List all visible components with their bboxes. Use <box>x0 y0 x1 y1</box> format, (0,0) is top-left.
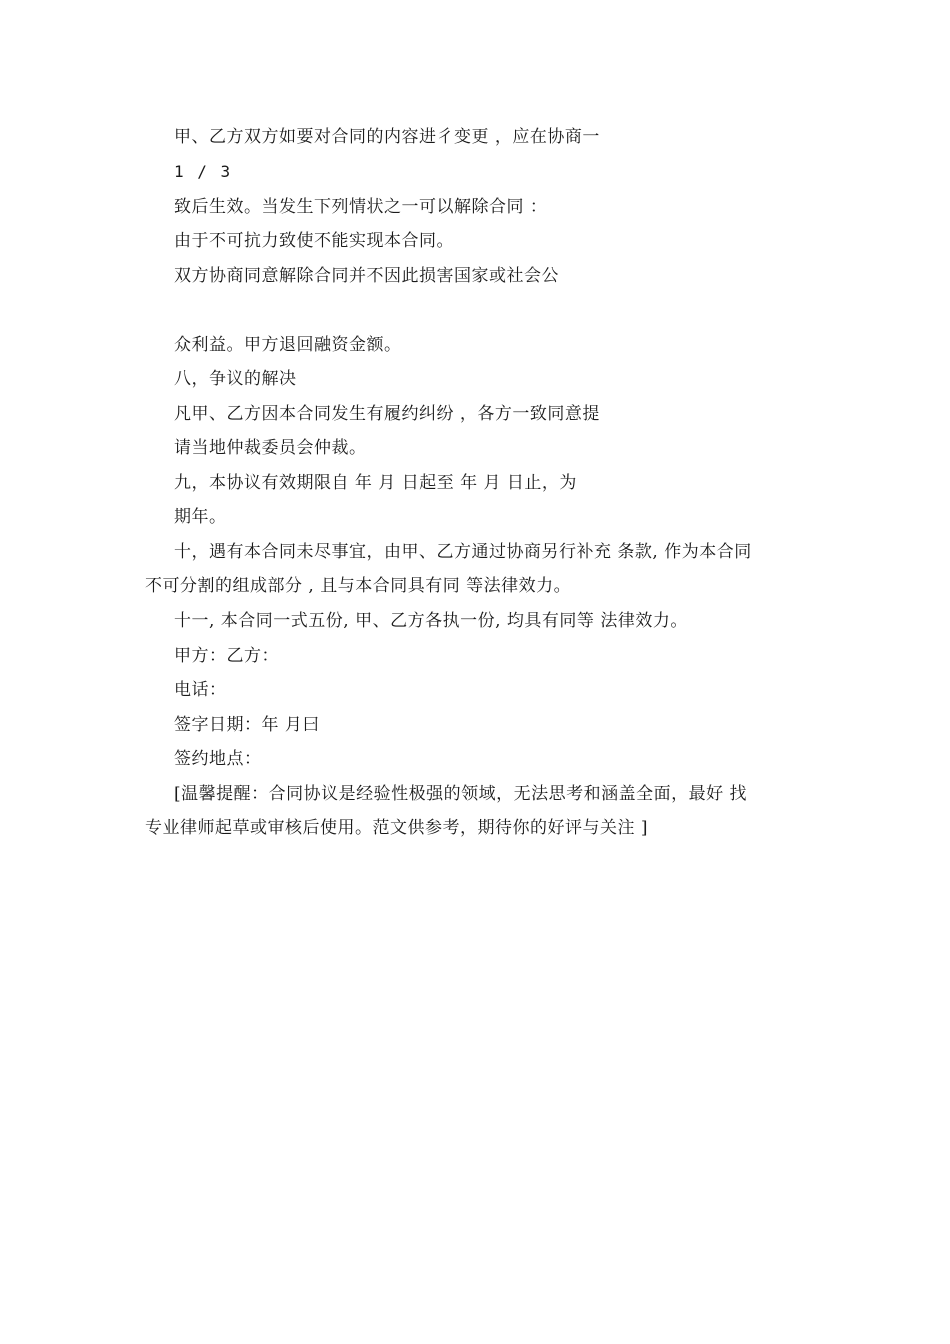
signature-phone-line: 电话： <box>174 680 227 700</box>
paragraph-line: 由于不可抗力致使不能实现本合同。 <box>174 231 454 251</box>
paragraph-line: 期年。 <box>174 507 227 527</box>
paragraph-line: 双方协商同意解除合同并不因此损害国家或社会公 <box>174 266 559 286</box>
page-number: 1 / 3 <box>174 162 233 181</box>
signature-date-line: 签字日期：年 月曰 <box>174 715 320 735</box>
paragraph-line: 请当地仲裁委员会仲裁。 <box>174 438 367 458</box>
reminder-note: [温馨提醒：合同协议是经验性极强的领域，无法思考和涵盖全面，最好 找 <box>174 784 748 804</box>
paragraph-line: 凡甲、乙方因本合同发生有履约纠纷 ，各方一致同意提 <box>174 404 600 424</box>
signature-party-line: 甲方：乙方： <box>174 646 279 666</box>
paragraph-line: 甲、乙方双方如要对合同的内容进彳变更 ，应在协商一 <box>174 127 600 147</box>
paragraph-line: 致后生效。当发生下列情状之一可以解除合同 ： <box>174 197 548 217</box>
paragraph-line: 众利益。甲方退回融资金额。 <box>174 335 402 355</box>
paragraph-line: 十，遇有本合同未尽事宜，由甲、乙方通过协商另行补充 条款, 作为本合同 <box>174 542 752 562</box>
reminder-note: 专业律师起草或审核后使用。范文供参考，期待你的好评与关注 ] <box>145 818 649 838</box>
paragraph-line: 九，本协议有效期限自 年 月 日起至 年 月 日止，为 <box>174 473 577 493</box>
section-heading: 八，争议的解决 <box>174 369 297 389</box>
paragraph-line: 十一, 本合同一式五份, 甲、乙方各执一份, 均具有同等 法律效力。 <box>174 611 688 631</box>
paragraph-line: 不可分割的组成部分 , 且与本合同具有同 等法律效力。 <box>145 576 572 596</box>
signature-place-line: 签约地点： <box>174 749 262 769</box>
